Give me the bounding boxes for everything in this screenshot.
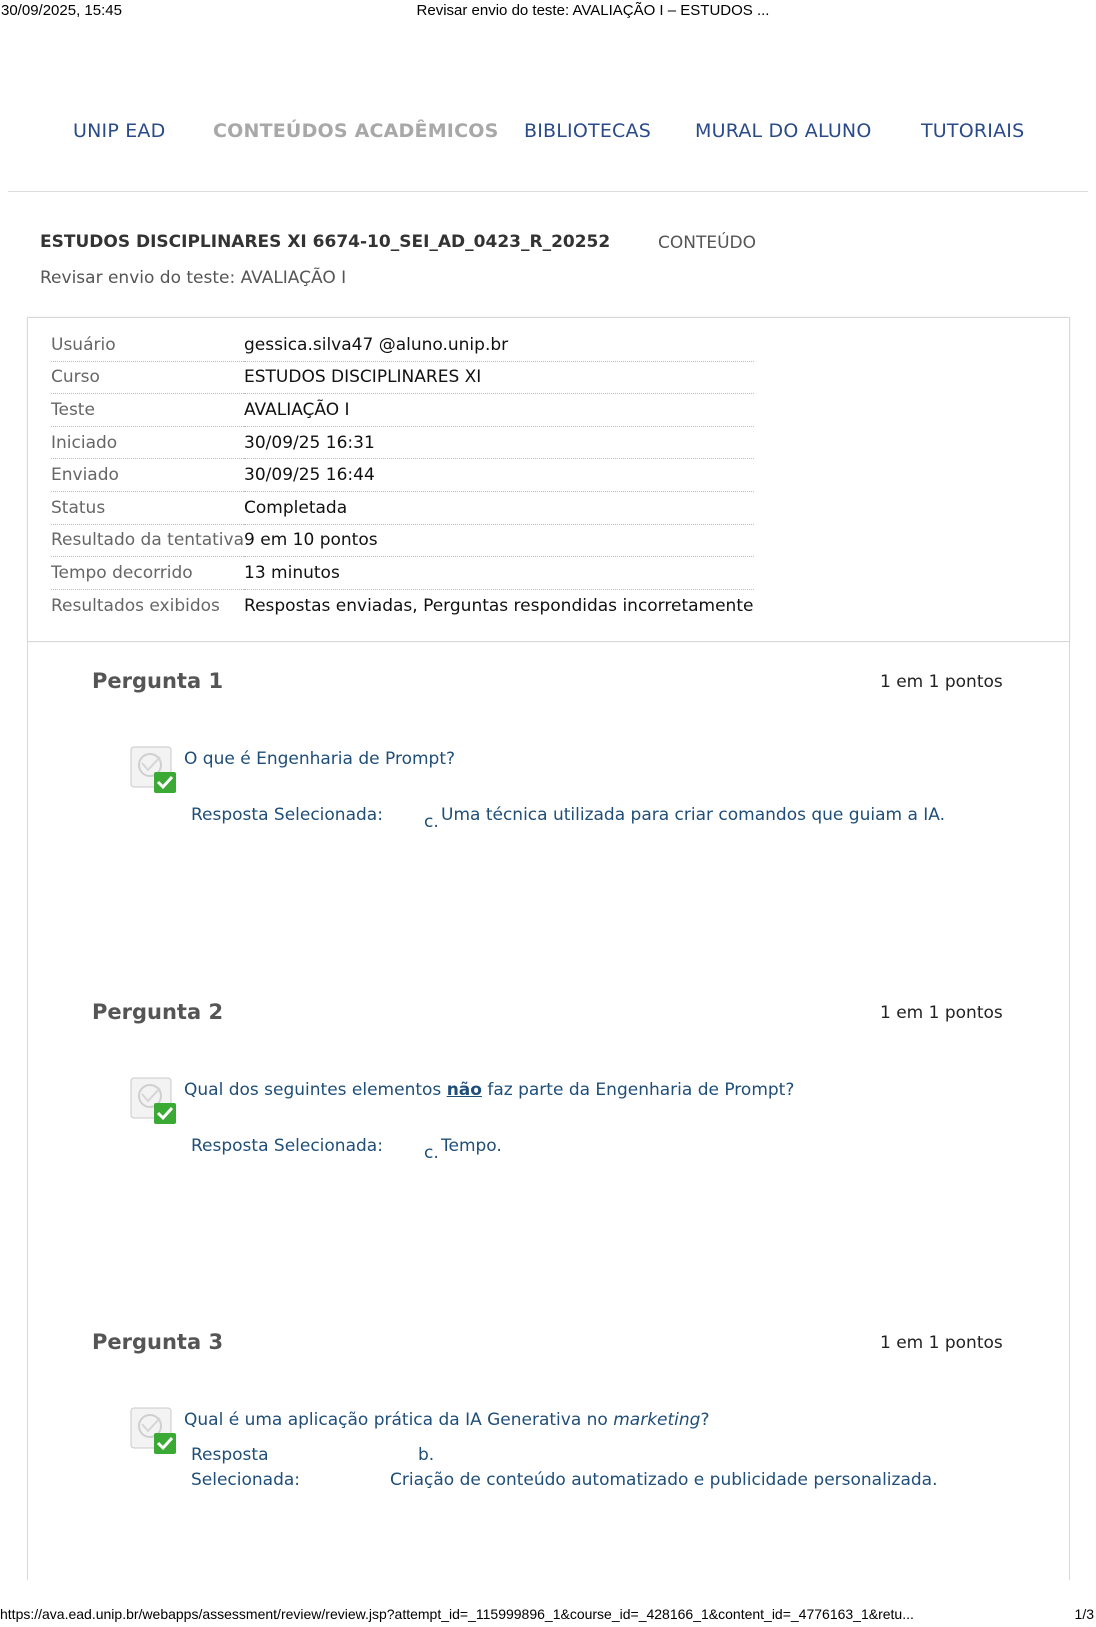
- info-label: Resultado da tentativa: [51, 524, 244, 557]
- info-value: 13 minutos: [244, 557, 754, 590]
- print-page-number: 1/3: [1074, 1606, 1094, 1622]
- answer-label: Resposta Selecionada:: [191, 805, 383, 825]
- question-text: O que é Engenharia de Prompt?: [184, 749, 456, 769]
- answer-text: Uma técnica utilizada para criar comandos que guiam a IA.: [441, 805, 946, 825]
- info-row-teste: [51, 394, 754, 427]
- correct-answer-icon: [130, 746, 178, 794]
- nav-mural-do-aluno[interactable]: MURAL DO ALUNO: [695, 120, 872, 142]
- print-datetime: 30/09/2025, 15:45: [1, 2, 122, 19]
- breadcrumb-course[interactable]: ESTUDOS DISCIPLINARES XI 6674-10_SEI_AD_0423_R_20252: [40, 232, 611, 252]
- info-row-resultados-exibidos: [51, 589, 754, 621]
- answer-label: Resposta Selecionada:: [191, 1136, 383, 1156]
- attempt-info-panel: [27, 317, 1070, 642]
- info-label: Resultados exibidos: [51, 595, 220, 616]
- info-label: Teste: [51, 394, 244, 427]
- question-title: Pergunta 1: [92, 669, 224, 693]
- answer-letter: c.: [424, 1143, 439, 1163]
- info-label: Tempo decorrido: [51, 557, 244, 590]
- print-doc-title: Revisar envio do teste: AVALIAÇÃO I – ESTUDOS ...: [416, 2, 770, 19]
- question-text-emphasis: marketing: [613, 1410, 701, 1430]
- nav-divider: [8, 191, 1088, 192]
- info-value: AVALIAÇÃO I: [244, 394, 754, 427]
- info-value: ESTUDOS DISCIPLINARES XI: [244, 361, 754, 394]
- nav-conteudos-academicos[interactable]: CONTEÚDOS ACADÊMICOS: [213, 120, 499, 142]
- info-label: Iniciado: [51, 426, 244, 459]
- question-text-before: Qual é uma aplicação prática da IA Generativa no: [184, 1410, 614, 1430]
- info-row-curso: [51, 361, 754, 394]
- nav-unip-ead[interactable]: UNIP EAD: [73, 120, 166, 142]
- info-label: Curso: [51, 361, 244, 394]
- print-url: https://ava.ead.unip.br/webapps/assessment/review/review.jsp?attempt_id=_115999896_1&course_id=_428166_1&content_id=_4776163_1&retu...: [0, 1606, 914, 1622]
- info-row-tempo: [51, 557, 754, 590]
- page-title: Revisar envio do teste: AVALIAÇÃO I: [40, 268, 347, 288]
- info-row-resultado: [51, 524, 754, 557]
- info-row-status: [51, 491, 754, 524]
- question-points: 1 em 1 pontos: [880, 1003, 1003, 1023]
- print-header: [0, 0, 1096, 22]
- info-row-enviado: [51, 459, 754, 492]
- question-text-emphasis: não: [446, 1080, 482, 1100]
- question-points: 1 em 1 pontos: [880, 672, 1003, 692]
- info-label: Enviado: [51, 459, 244, 492]
- answer-text: Tempo.: [441, 1136, 502, 1156]
- question-text-after: faz parte da Engenharia de Prompt?: [481, 1080, 795, 1100]
- question-text: [184, 1080, 794, 1100]
- question-title: Pergunta 3: [92, 1330, 224, 1354]
- answer-letter: b.: [418, 1445, 435, 1465]
- answer-text: Criação de conteúdo automatizado e publicidade personalizada.: [390, 1470, 938, 1490]
- info-value: 30/09/25 16:44: [244, 459, 754, 492]
- info-row-iniciado: [51, 426, 754, 459]
- info-value: Respostas enviadas, Perguntas respondidas incorretamente: [244, 595, 754, 616]
- info-label: Status: [51, 491, 244, 524]
- print-footer: [0, 1604, 1096, 1626]
- nav-tutoriais[interactable]: TUTORIAIS: [921, 120, 1025, 142]
- answer-label-line2: Selecionada:: [191, 1470, 301, 1490]
- question-points: 1 em 1 pontos: [880, 1333, 1003, 1353]
- info-label: Usuário: [51, 329, 244, 361]
- correct-answer-icon: [130, 1407, 178, 1455]
- info-value: 9 em 10 pontos: [244, 524, 754, 557]
- question-text-before: Qual dos seguintes elementos: [184, 1080, 447, 1100]
- question-text-after: ?: [700, 1410, 710, 1430]
- attempt-info-table: [51, 329, 754, 621]
- info-value: Completada: [244, 491, 754, 524]
- info-value: gessica.silva47 @aluno.unip.br: [244, 329, 754, 361]
- questions-frame: [27, 640, 1070, 1580]
- answer-letter: c.: [424, 812, 439, 832]
- question-title: Pergunta 2: [92, 1000, 224, 1024]
- nav-bibliotecas[interactable]: BIBLIOTECAS: [524, 120, 651, 142]
- question-text: [184, 1410, 710, 1430]
- info-value: 30/09/25 16:31: [244, 426, 754, 459]
- correct-answer-icon: [130, 1077, 178, 1125]
- breadcrumb-content[interactable]: CONTEÚDO: [658, 233, 757, 253]
- top-navigation: [0, 112, 1096, 152]
- answer-label-line1: Resposta: [191, 1445, 269, 1465]
- info-row-usuario: [51, 329, 754, 361]
